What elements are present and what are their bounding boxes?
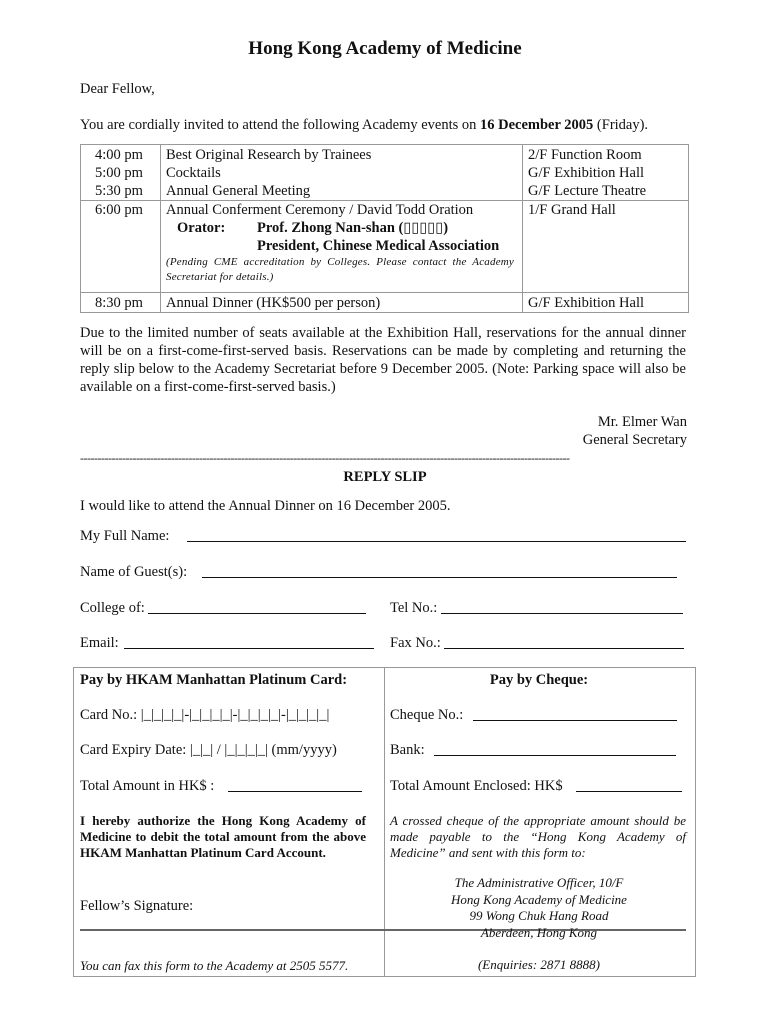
schedule-time: 4:00 pm — [95, 147, 143, 163]
schedule-venue: 1/F Grand Hall — [528, 202, 616, 218]
tel-field[interactable] — [441, 613, 683, 614]
fax-field[interactable] — [444, 648, 684, 649]
card-heading: Pay by HKAM Manhattan Platinum Card: — [80, 672, 348, 688]
event-date: 16 December 2005 — [480, 117, 594, 133]
address-line: 99 Wong Chuk Hang Road — [469, 908, 609, 923]
schedule-venue: G/F Lecture Theatre — [528, 183, 647, 199]
invitation-text — [80, 116, 648, 134]
guests-label: Name of Guest(s): — [80, 564, 188, 580]
greeting: Dear Fellow, — [80, 81, 155, 97]
schedule-venue: G/F Exhibition Hall — [528, 295, 644, 311]
attendance-statement: I would like to attend the Annual Dinner on 16 December 2005. — [80, 498, 451, 514]
email-field[interactable] — [124, 648, 374, 649]
college-label: College of: — [80, 600, 145, 616]
reply-slip-heading: REPLY SLIP — [343, 469, 427, 485]
enquiries: (Enquiries: 2871 8888) — [477, 957, 601, 972]
fax-note: You can fax this form to the Academy at 2505 5577. — [80, 958, 349, 973]
orator-position: President, Chinese Medical Association — [257, 238, 500, 254]
cme-note: (Pending CME accreditation by Colleges. Please contact the Academy Secretariat for details.) — [166, 256, 514, 283]
schedule-time: 5:30 pm — [95, 183, 143, 199]
page-title: Hong Kong Academy of Medicine — [248, 38, 522, 59]
full-name-field[interactable] — [187, 541, 686, 542]
orator-label: Orator: — [177, 220, 226, 236]
mailing-address — [384, 875, 694, 941]
schedule-venue: 2/F Function Room — [528, 147, 642, 163]
cheque-number-field[interactable] — [473, 720, 677, 721]
schedule-table — [80, 144, 689, 313]
schedule-event: Annual General Meeting — [166, 183, 311, 199]
card-number-field[interactable]: Card No.: |_|_|_|_|-|_|_|_|_|-|_|_|_|_|-|_|_|_|_| — [80, 707, 330, 723]
reservation-note: Due to the limited number of seats available at the Exhibition Hall, reservations for the annual dinner will be on a first-come-first-served basis. Reservations can be made by completing and returning the reply slip below to the Academy Secretariat before 9 December 2005. (Note: Parking space will also be available on a first-come-first-served basis.) — [80, 325, 686, 395]
signatory-name: Mr. Elmer Wan — [597, 414, 687, 430]
cheque-heading: Pay by Cheque: — [489, 672, 589, 688]
address-line: Hong Kong Academy of Medicine — [451, 891, 627, 907]
signatory-title: General Secretary — [582, 432, 687, 448]
bank-field[interactable] — [434, 755, 676, 756]
bank-label: Bank: — [390, 742, 425, 758]
invite-prefix: You are cordially invited to attend the following Academy events on — [80, 117, 481, 133]
email-label: Email: — [80, 635, 119, 651]
schedule-event: Annual Dinner (HK$500 per person) — [166, 295, 381, 311]
authorization-text: I hereby authorize the Hong Kong Academy of Medicine to debit the total amount from the above HKAM Manhattan Platinum Card Account. — [80, 813, 366, 860]
schedule-event: Cocktails — [166, 165, 221, 181]
guests-field[interactable] — [202, 577, 677, 578]
cheque-total-field[interactable] — [576, 791, 682, 792]
card-total-field[interactable] — [228, 791, 362, 792]
schedule-event: Best Original Research by Trainees — [166, 147, 372, 163]
card-expiry-field[interactable]: Card Expiry Date: |_|_| / |_|_|_|_| (mm/yyyy) — [80, 742, 337, 758]
signature-label: Fellow’s Signature: — [80, 898, 194, 914]
cheque-number-label: Cheque No.: — [390, 707, 464, 723]
address-line: Aberdeen, Hong Kong — [480, 924, 598, 940]
fax-label: Fax No.: — [390, 635, 441, 651]
schedule-time: 5:00 pm — [95, 165, 143, 181]
cut-line: -------------------------------------------------------------------------------------------------------------------------------------------- — [80, 452, 570, 464]
orator-name: Prof. Zhong Nan-shan (▯▯▯▯▯) — [257, 220, 449, 236]
schedule-time: 8:30 pm — [95, 295, 143, 311]
card-total-label: Total Amount in HK$ : — [80, 778, 215, 794]
schedule-venue: G/F Exhibition Hall — [528, 165, 644, 181]
cheque-instruction: A crossed cheque of the appropriate amount should be made payable to the “Hong Kong Academy of Medicine” and sent with this form to: — [390, 813, 686, 860]
college-field[interactable] — [148, 613, 366, 614]
invite-suffix: (Friday). — [593, 117, 649, 133]
address-line: The Administrative Officer, 10/F — [454, 875, 624, 890]
tel-label: Tel No.: — [390, 600, 438, 616]
cheque-total-label: Total Amount Enclosed: HK$ — [390, 778, 563, 794]
schedule-event: Annual Conferment Ceremony / David Todd Oration — [166, 202, 474, 218]
schedule-time: 6:00 pm — [95, 202, 143, 218]
full-name-label: My Full Name: — [80, 528, 170, 544]
